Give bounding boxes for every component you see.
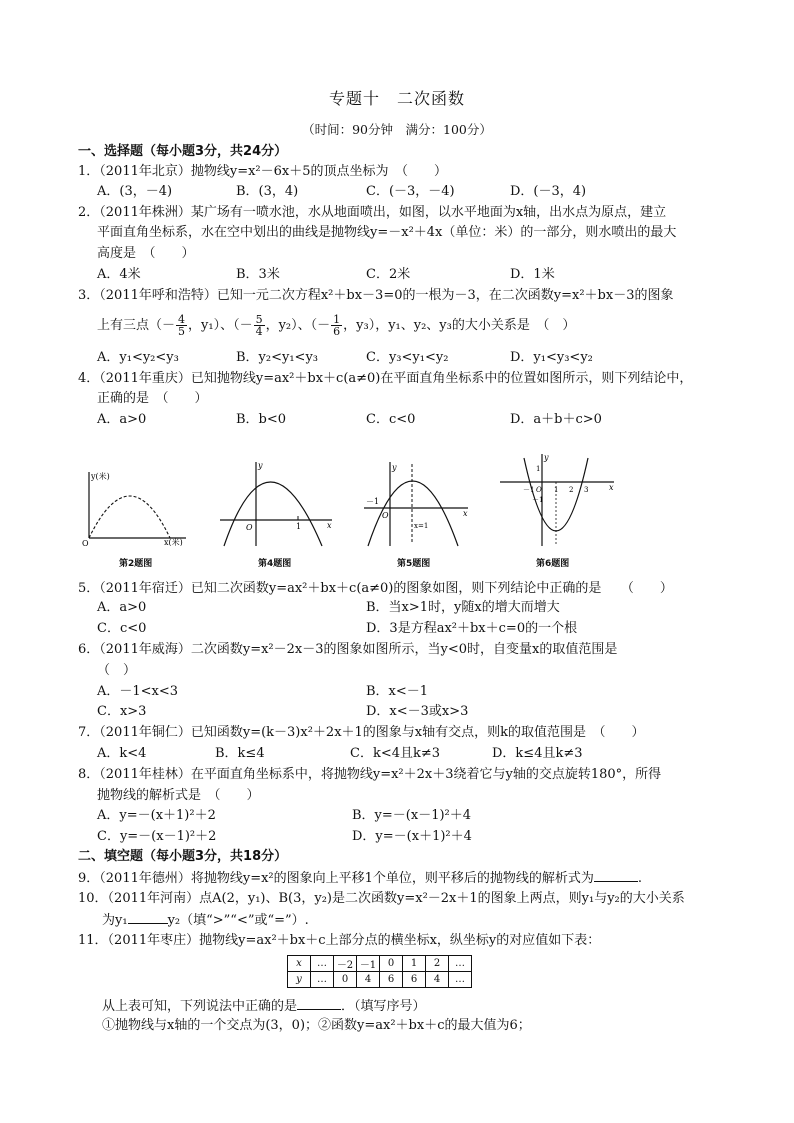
table-cell: 0	[380, 956, 403, 972]
section-choice-heading: 一、选择题（每小题3分，共24分）	[78, 144, 288, 159]
table-cell: …	[449, 972, 472, 988]
question-7-option-a: A．k<4	[97, 746, 147, 761]
question-4-line-1: 4．（2011年重庆）已知抛物线y=ax²＋bx＋c(a≠0)在平面直角坐标系中的位置如图所示，则下列结论中，	[78, 371, 693, 386]
fraction-5-4	[254, 314, 265, 337]
fraction-numerator: 5	[255, 313, 263, 326]
figure-2-origin: O	[82, 539, 89, 546]
question-11-stem: 11．（2011年枣庄）抛物线y=ax²＋bx＋c上部分点的横坐标x，纵坐标y的对应值如下表：	[78, 933, 601, 948]
figure-5-caption: 第5题图	[397, 559, 431, 569]
question-6-line-2: （ ）	[97, 663, 137, 678]
question-8-option-d: D．y=－(x＋1)²＋4	[352, 829, 472, 844]
table-cell: －1	[357, 956, 380, 972]
figure-6-tick-1: 1	[554, 486, 559, 494]
table-cell: …	[449, 956, 472, 972]
question-3-text-mid-1: ，y₁）、（－	[188, 318, 253, 333]
question-11-line-2	[102, 997, 426, 1016]
question-8-option-a: A．y=－(x＋1)²＋2	[97, 808, 216, 823]
water-arc-curve	[89, 496, 170, 538]
question-10-text-pre: 为y₁	[102, 913, 128, 928]
question-3-text-pre: 上有三点（－	[97, 318, 176, 333]
question-4-option-b: B．b<0	[236, 412, 287, 427]
question-2-option-b: B．3米	[236, 267, 280, 282]
question-3-option-a: A．y₁<y₂<y₃	[97, 350, 179, 365]
question-8-option-b: B．y=－(x－1)²＋4	[352, 808, 472, 823]
table-cell: 6	[380, 972, 403, 988]
figure-5-axis-label: x=1	[414, 522, 429, 530]
question-11-text-pre: 从上表可知，下列说法中正确的是	[102, 999, 298, 1014]
question-6-option-a: A．－1<x<3	[97, 684, 179, 699]
figure-4-tick-label: 1	[296, 522, 302, 531]
figure-4-xlabel: x	[327, 521, 332, 530]
question-4-option-d: D．a＋b＋c>0	[510, 412, 602, 427]
question-9-end: .	[637, 871, 643, 886]
question-2-line-3: 高度是 （ ）	[97, 246, 195, 261]
question-2-option-c: C．2米	[366, 267, 411, 282]
question-11-line-3: ①抛物线与x轴的一个交点为(3，0)；②函数y=ax²＋bx＋c的最大值为6；	[102, 1018, 531, 1033]
fraction-denominator: 6	[333, 325, 341, 338]
table-cell: －2	[334, 956, 357, 972]
question-7-stem: 7．（2011年铜仁）已知函数y=(k－3)x²＋2x＋1的图象与x轴有交点，则k的取值范围是 （ ）	[78, 725, 645, 740]
figure-6-caption: 第6题图	[536, 559, 570, 569]
question-6-option-b: B．x<－1	[366, 684, 429, 699]
figure-6-tick-neg1-y: －1	[532, 496, 544, 504]
figure-4-origin: O	[246, 523, 253, 532]
question-3-line-1: 3．（2011年呼和浩特）已知一元二次方程x²＋bx－3=0的一根为－3，在二次函数y=x²＋bx－3的图象	[78, 288, 674, 303]
figure-5-ylabel: y	[392, 463, 397, 472]
question-1-option-c: C．(－3，－4)	[366, 184, 455, 199]
question-2-line-1: 2．（2011年株洲）某广场有一喷水池，水从地面喷出，如图，以水平地面为x轴，出水点为原点，建立	[78, 205, 667, 220]
parabola-curve	[224, 482, 322, 546]
figure-4-graph	[218, 458, 336, 548]
page-subtitle: （时间：90分钟 满分：100分）	[302, 122, 492, 137]
question-7-option-d: D．k≤4且k≠3	[492, 746, 583, 761]
question-10-text-post: y₂（填“>”“<”或“=”）.	[167, 913, 309, 928]
question-3-option-b: B．y₂<y₁<y₃	[236, 350, 319, 365]
table-cell: 4	[357, 972, 380, 988]
fraction-4-5	[176, 314, 187, 337]
figure-5-xlabel: x	[463, 509, 468, 518]
question-8-line-1: 8．（2011年桂林）在平面直角坐标系中，将抛物线y=x²＋2x＋3绕着它与y轴的交点旋转180°，所得	[78, 767, 662, 782]
figure-6-xlabel: x	[609, 483, 614, 492]
question-3-line-2	[97, 312, 575, 340]
fraction-denominator: 4	[255, 325, 263, 338]
question-1-option-b: B．(3，4)	[236, 184, 299, 199]
figure-6-ylabel: y	[544, 453, 549, 462]
answer-blank[interactable]	[128, 911, 168, 924]
question-2-option-a: A．4米	[97, 267, 141, 282]
table-cell: 4	[426, 972, 449, 988]
fraction-1-6	[331, 314, 342, 337]
question-4-option-c: C．c<0	[366, 412, 416, 427]
question-4-line-2: 正确的是 （ ）	[97, 391, 208, 406]
question-9-text: 9．（2011年德州）将抛物线y=x²的图象向上平移1个单位，则平移后的抛物线的解析式为	[78, 871, 594, 886]
value-table	[287, 955, 472, 988]
question-7-option-c: C．k<4且k≠3	[350, 746, 441, 761]
table-row-y	[288, 972, 472, 988]
section-fill-heading: 二、填空题（每小题3分，共18分）	[78, 849, 288, 864]
table-cell: 1	[403, 956, 426, 972]
question-4-option-a: A．a>0	[97, 412, 147, 427]
answer-blank[interactable]	[297, 997, 341, 1010]
figure-2-ylabel: y(米)	[91, 472, 110, 481]
figure-4-ylabel: y	[258, 461, 263, 470]
question-3-option-d: D．y₁<y₃<y₂	[510, 350, 593, 365]
figure-6-tick-2: 2	[569, 486, 574, 494]
table-header-x: x	[288, 956, 311, 972]
figure-6-tick-3: 3	[584, 486, 589, 494]
question-6-option-d: D．x<－3或x>3	[366, 704, 469, 719]
question-3-option-c: C．y₃<y₁<y₂	[366, 350, 449, 365]
fraction-denominator: 5	[178, 325, 186, 338]
fraction-numerator: 1	[333, 313, 341, 326]
question-3-text-mid-2: ，y₂）、（－	[265, 318, 331, 333]
figure-6-origin: O	[536, 486, 542, 494]
question-5-stem: 5．（2011年宿迁）已知二次函数y=ax²＋bx＋c(a≠0)的图象如图，则下列结论中正确的是 （ ）	[78, 581, 673, 596]
figure-2-graph	[82, 466, 192, 546]
question-1-option-a: A．(3，－4)	[97, 184, 173, 199]
question-7-option-b: B．k≤4	[215, 746, 265, 761]
question-9	[78, 869, 642, 888]
figure-5-graph	[362, 458, 472, 548]
question-5-option-c: C．c<0	[97, 621, 147, 636]
table-cell: …	[311, 956, 334, 972]
question-10-line-2	[102, 911, 309, 930]
table-cell: 0	[334, 972, 357, 988]
page-title: 专题十 二次函数	[328, 89, 465, 108]
question-6-option-c: C．x>3	[97, 704, 147, 719]
table-cell: 6	[403, 972, 426, 988]
question-3-text-post: ，y₃），y₁、y₂、y₃的大小关系是 （ ）	[343, 318, 576, 333]
question-6-line-1: 6．（2011年威海）二次函数y=x²－2x－3的图象如图所示，当y<0时，自变量x的取值范围是	[78, 642, 618, 657]
figure-6-tick-1-y: 1	[536, 465, 541, 473]
figure-5-tick-label: －1	[366, 497, 380, 506]
figure-5-origin: O	[382, 511, 389, 520]
question-5-option-d: D．3是方程ax²＋bx＋c=0的一个根	[366, 621, 578, 636]
figure-6-tick-neg1-x: －1	[523, 486, 535, 494]
question-5-option-b: B．当x>1时，y随x的增大而增大	[366, 600, 560, 615]
question-5-option-a: A．a>0	[97, 600, 147, 615]
question-2-line-2: 平面直角坐标系，水在空中划出的曲线是抛物线y=－x²＋4x（单位：米）的一部分，则水喷出的最大	[97, 225, 677, 240]
figure-2-xlabel: x(米)	[164, 538, 183, 546]
table-header-y: y	[288, 972, 311, 988]
table-row-x	[288, 956, 472, 972]
question-11-text-post: ．（填写序号）	[341, 999, 426, 1014]
figure-6-graph	[496, 452, 620, 548]
question-10-line-1: 10．（2011年河南）点A(2，y₁)、B(3，y₂)是二次函数y=x²－2x＋1的图象上两点，则y₁与y₂的大小关系	[78, 891, 685, 906]
figure-2-caption: 第2题图	[119, 559, 153, 569]
fraction-numerator: 4	[178, 313, 186, 326]
answer-blank[interactable]	[594, 869, 638, 882]
question-1-stem: 1．（2011年北京）抛物线y=x²－6x＋5的顶点坐标为 （ ）	[78, 164, 448, 179]
figure-4-caption: 第4题图	[258, 559, 292, 569]
table-cell: …	[311, 972, 334, 988]
question-1-option-d: D．(－3，4)	[510, 184, 587, 199]
question-2-option-d: D．1米	[510, 267, 555, 282]
question-8-option-c: C．y=－(x－1)²＋2	[97, 829, 217, 844]
question-8-line-2: 抛物线的解析式是 （ ）	[97, 788, 260, 803]
table-cell: 2	[426, 956, 449, 972]
